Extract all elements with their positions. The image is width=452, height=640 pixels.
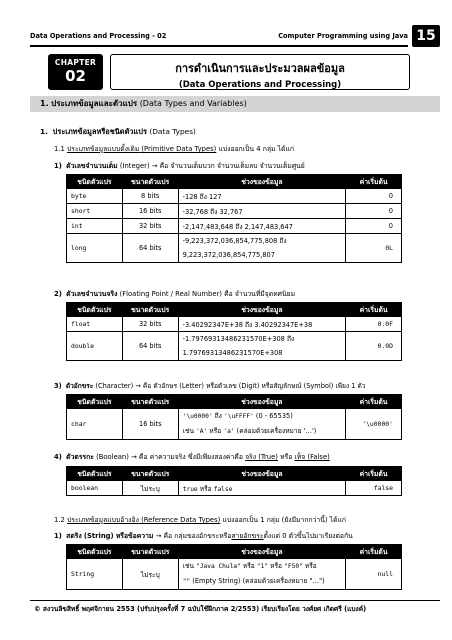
subsection-number: 1. — [40, 127, 48, 136]
type-cell: long — [67, 234, 123, 263]
character-heading — [54, 380, 366, 391]
code-literal: "Java Chula" — [196, 563, 241, 570]
char-table — [66, 394, 402, 440]
subsection-heading — [40, 126, 196, 138]
reference-link-english: (Reference Data Types) — [141, 516, 221, 524]
type-cell: char — [67, 409, 123, 440]
range-line: 1.79769313486231570E+308 — [182, 349, 283, 357]
example-label: เช่น — [182, 427, 194, 435]
col-header-range: ช่วงของข้อมูล — [178, 395, 345, 409]
default-cell: null — [346, 559, 402, 590]
col-header-range: ช่วงของข้อมูล — [178, 545, 345, 559]
size-cell: 16 bits — [122, 204, 178, 219]
code-literal: '\uFFFF' — [223, 413, 254, 420]
col-header-default: ค่าเริ่มต้น — [346, 395, 402, 409]
subsection-title-thai: ประเภทข้อมูลหรือชนิดตัวแปร — [52, 127, 147, 136]
size-cell: 8 bits — [122, 189, 178, 204]
code-literal: 'A' — [196, 428, 208, 435]
type-cell: String — [67, 559, 123, 590]
size-cell: 16 bits — [122, 409, 178, 440]
code-literal: "1" — [256, 563, 269, 570]
size-cell: 32 bits — [122, 219, 178, 234]
table-row — [67, 481, 402, 496]
size-cell: ไม่ระบุ — [122, 559, 178, 590]
boolean-description: → คือ ค่าความจริง ซึ่งมีเพียงสองค่าคือ — [131, 453, 243, 461]
item-number: 4) — [54, 453, 62, 461]
col-header-type: ชนิดตัวแปร — [67, 303, 123, 317]
string-heading — [54, 530, 353, 541]
table-row — [67, 234, 402, 263]
col-header-type: ชนิดตัวแปร — [67, 175, 123, 189]
size-cell: 32 bits — [122, 317, 178, 332]
range-line: -9,223,372,036,854,775,808 ถึง — [182, 237, 287, 245]
table-row — [67, 219, 402, 234]
table-row — [67, 189, 402, 204]
chapter-title-box — [110, 54, 410, 90]
table-header-row — [67, 467, 402, 481]
footer-copyright: © สงวนลิขสิทธิ์ พฤศจิกายน 2553 (ปรับปรุงครั้งที่ 7 ฉบับใช้ฝึกภาค 2/2553) เรียบเรียงโดย วงศ์ยศ เกิดศรี (แบงค์) — [34, 605, 367, 613]
range-line — [183, 424, 341, 439]
table-header-row — [67, 395, 402, 409]
range-line: 9,223,372,036,854,775,807 — [182, 251, 275, 259]
default-cell: 0.0D — [346, 332, 402, 361]
item-number: 2) — [54, 290, 62, 298]
default-cell: 0 — [346, 219, 402, 234]
running-header — [30, 27, 408, 45]
col-header-default: ค่าเริ่มต้น — [346, 545, 402, 559]
range-note: (Empty String) (คล่อมด้วยเครื่องหมาย "…") — [192, 577, 325, 585]
default-cell: 0 — [346, 204, 402, 219]
item-prefix: 1.1 — [54, 145, 65, 153]
range-line — [183, 574, 341, 589]
chapter-badge — [48, 54, 103, 90]
floating-title: ตัวเลขจำนวนจริง — [66, 290, 118, 298]
code-literal: '\u0000' — [182, 413, 213, 420]
col-header-default: ค่าเริ่มต้น — [346, 303, 402, 317]
boolean-title-english: (Boolean) — [96, 453, 129, 461]
code-literal: true — [182, 485, 198, 493]
chapter-label: CHAPTER — [54, 58, 97, 67]
default-cell: 0L — [346, 234, 402, 263]
header-book-title: Computer Programming using Java — [278, 32, 408, 40]
range-connector: หรือ — [199, 484, 212, 493]
col-header-default: ค่าเริ่มต้น — [346, 175, 402, 189]
col-header-size: ขนาดตัวแปร — [122, 545, 178, 559]
boolean-heading — [54, 451, 330, 462]
col-header-type: ชนิดตัวแปร — [67, 545, 123, 559]
range-line: -1.79769313486231570E+308 ถึง — [182, 335, 295, 343]
range-connector: หรือ — [304, 562, 317, 570]
reference-intro-rest: แบ่งออกเป็น 1 กลุ่ม (ยังมีมากกว่านี้) ได้แก่ — [222, 516, 346, 524]
header-rule — [30, 45, 408, 47]
string-table — [66, 544, 402, 590]
range-note: (คล่อมด้วยเครื่องหมาย '…') — [236, 427, 317, 435]
section-title-thai: ประเภทข้อมูลและตัวแปร — [51, 99, 138, 108]
primitive-intro-rest: แบ่งออกเป็น 4 กลุ่ม ได้แก่ — [218, 145, 294, 153]
item-number: 3) — [54, 382, 62, 390]
chapter-number: 02 — [65, 67, 86, 85]
string-title: สตริง — [66, 532, 82, 540]
page-number: 15 — [412, 25, 440, 47]
integer-description: → คือ จำนวนเต็มบวก จำนวนเต็มลบ จำนวนเต็มศูนย์ — [151, 162, 305, 170]
range-cell — [178, 409, 345, 440]
table-row — [67, 559, 402, 590]
table-row — [67, 317, 402, 332]
type-cell: double — [67, 332, 123, 361]
string-link-word: สายอักขระ — [231, 532, 264, 540]
col-header-size: ขนาดตัวแปร — [122, 175, 178, 189]
subsection-title-english: (Data Types) — [149, 127, 196, 136]
col-header-default: ค่าเริ่มต้น — [346, 467, 402, 481]
col-header-size: ขนาดตัวแปร — [122, 303, 178, 317]
reference-types-intro — [54, 514, 346, 525]
boolean-true-word: จริง (True) — [245, 453, 278, 461]
reference-link-thai: ประเภทข้อมูลแบบอ้างอิง — [66, 516, 139, 524]
col-header-size: ขนาดตัวแปร — [122, 467, 178, 481]
table-header-row — [67, 175, 402, 189]
default-cell: 0 — [346, 189, 402, 204]
character-title: ตัวอักขระ — [65, 382, 94, 390]
table-header-row — [67, 303, 402, 317]
section-number: 1. — [40, 99, 49, 108]
range-cell: -2,147,483,648 ถึง 2,147,483,647 — [178, 219, 346, 234]
code-literal: "F50" — [284, 563, 303, 570]
boolean-table — [66, 466, 402, 496]
size-cell: 64 bits — [122, 234, 178, 263]
range-cell: -3.40292347E+38 ถึง 3.40292347E+38 — [178, 317, 346, 332]
range-connector: หรือ — [242, 562, 255, 570]
range-connector: หรือ — [270, 562, 283, 570]
header-chapter-title: Data Operations and Processing - 02 — [30, 32, 167, 40]
item-number: 1) — [54, 162, 62, 170]
character-title-english: (Character) — [95, 382, 134, 390]
range-cell: -128 ถึง 127 — [178, 189, 346, 204]
footer-rule — [30, 600, 440, 601]
floating-description: คือ จำนวนที่มีจุดทศนิยม — [224, 290, 296, 298]
integer-title: ตัวเลขจำนวนเต็ม — [66, 162, 118, 170]
character-description: → คือ ตัวอักษร (Letter) หรือตัวเลข (Digit) หรือสัญลักษณ์ (Symbol) เพียง 1 ตัว — [135, 382, 366, 390]
range-cell — [178, 234, 346, 263]
col-header-type: ชนิดตัวแปร — [67, 395, 123, 409]
range-connector: หรือ — [209, 427, 222, 435]
default-cell: 0.0F — [346, 317, 402, 332]
boolean-or-word: หรือ — [280, 453, 293, 461]
chapter-title-english: (Data Operations and Processing) — [178, 80, 342, 90]
type-cell: float — [67, 317, 123, 332]
integer-title-english: (Integer) — [119, 162, 150, 170]
type-cell: short — [67, 204, 123, 219]
col-header-size: ขนาดตัวแปร — [122, 395, 178, 409]
floating-heading — [54, 288, 295, 299]
string-description-tail: ตั้งแต่ 0 ตัวขึ้นไปมาเรียงต่อกัน — [263, 532, 353, 540]
example-label: เช่น — [182, 562, 194, 570]
col-header-range: ช่วงของข้อมูล — [178, 467, 345, 481]
range-line — [183, 409, 341, 424]
primitive-types-intro — [54, 143, 294, 154]
primitive-link-english: (Primitive Data Types) — [141, 145, 217, 153]
table-row — [67, 409, 402, 440]
code-literal: "" — [182, 578, 191, 585]
size-cell: 64 bits — [122, 332, 178, 361]
col-header-range: ช่วงของข้อมูล — [178, 303, 346, 317]
boolean-title: ตัวตรรกะ — [66, 453, 94, 461]
range-cell — [178, 559, 345, 590]
string-title-english: (String) — [83, 532, 114, 540]
item-prefix: 1.2 — [54, 516, 65, 524]
range-cell: -32,768 ถึง 32,767 — [178, 204, 346, 219]
range-connector: ถึง — [214, 412, 222, 420]
type-cell: int — [67, 219, 123, 234]
default-cell: '\u0000' — [346, 409, 402, 440]
primitive-link-thai: ประเภทข้อมูลแบบดั้งเดิม — [66, 145, 140, 153]
float-table — [66, 302, 402, 361]
code-literal: 'a' — [223, 428, 235, 435]
chapter-title-thai: การดำเนินการและประมวลผลข้อมูล — [175, 62, 345, 75]
integer-table — [66, 174, 402, 263]
table-row — [67, 332, 402, 361]
item-number: 1) — [54, 532, 62, 540]
type-cell: boolean — [67, 481, 123, 496]
size-cell: ไม่ระบุ — [122, 481, 178, 496]
code-literal: false — [213, 485, 233, 493]
table-row — [67, 204, 402, 219]
table-header-row — [67, 545, 402, 559]
section-title-english: (Data Types and Variables) — [139, 99, 247, 108]
integer-heading — [54, 160, 305, 171]
floating-title-english: (Floating Point / Real Number) — [119, 290, 222, 298]
range-cell — [178, 332, 346, 361]
string-title-tail: หรือข้อความ — [115, 532, 154, 540]
range-line — [183, 559, 341, 574]
col-header-range: ช่วงของข้อมูล — [178, 175, 346, 189]
col-header-type: ชนิดตัวแปร — [67, 467, 123, 481]
boolean-false-word: เท็จ (False) — [294, 453, 330, 461]
section-heading — [30, 96, 440, 112]
range-cell — [178, 481, 345, 496]
default-cell: false — [346, 481, 402, 496]
type-cell: byte — [67, 189, 123, 204]
range-note: (0 - 65535) — [255, 412, 293, 420]
string-description: → คือ กลุ่มของอักขระหรือ — [155, 532, 232, 540]
